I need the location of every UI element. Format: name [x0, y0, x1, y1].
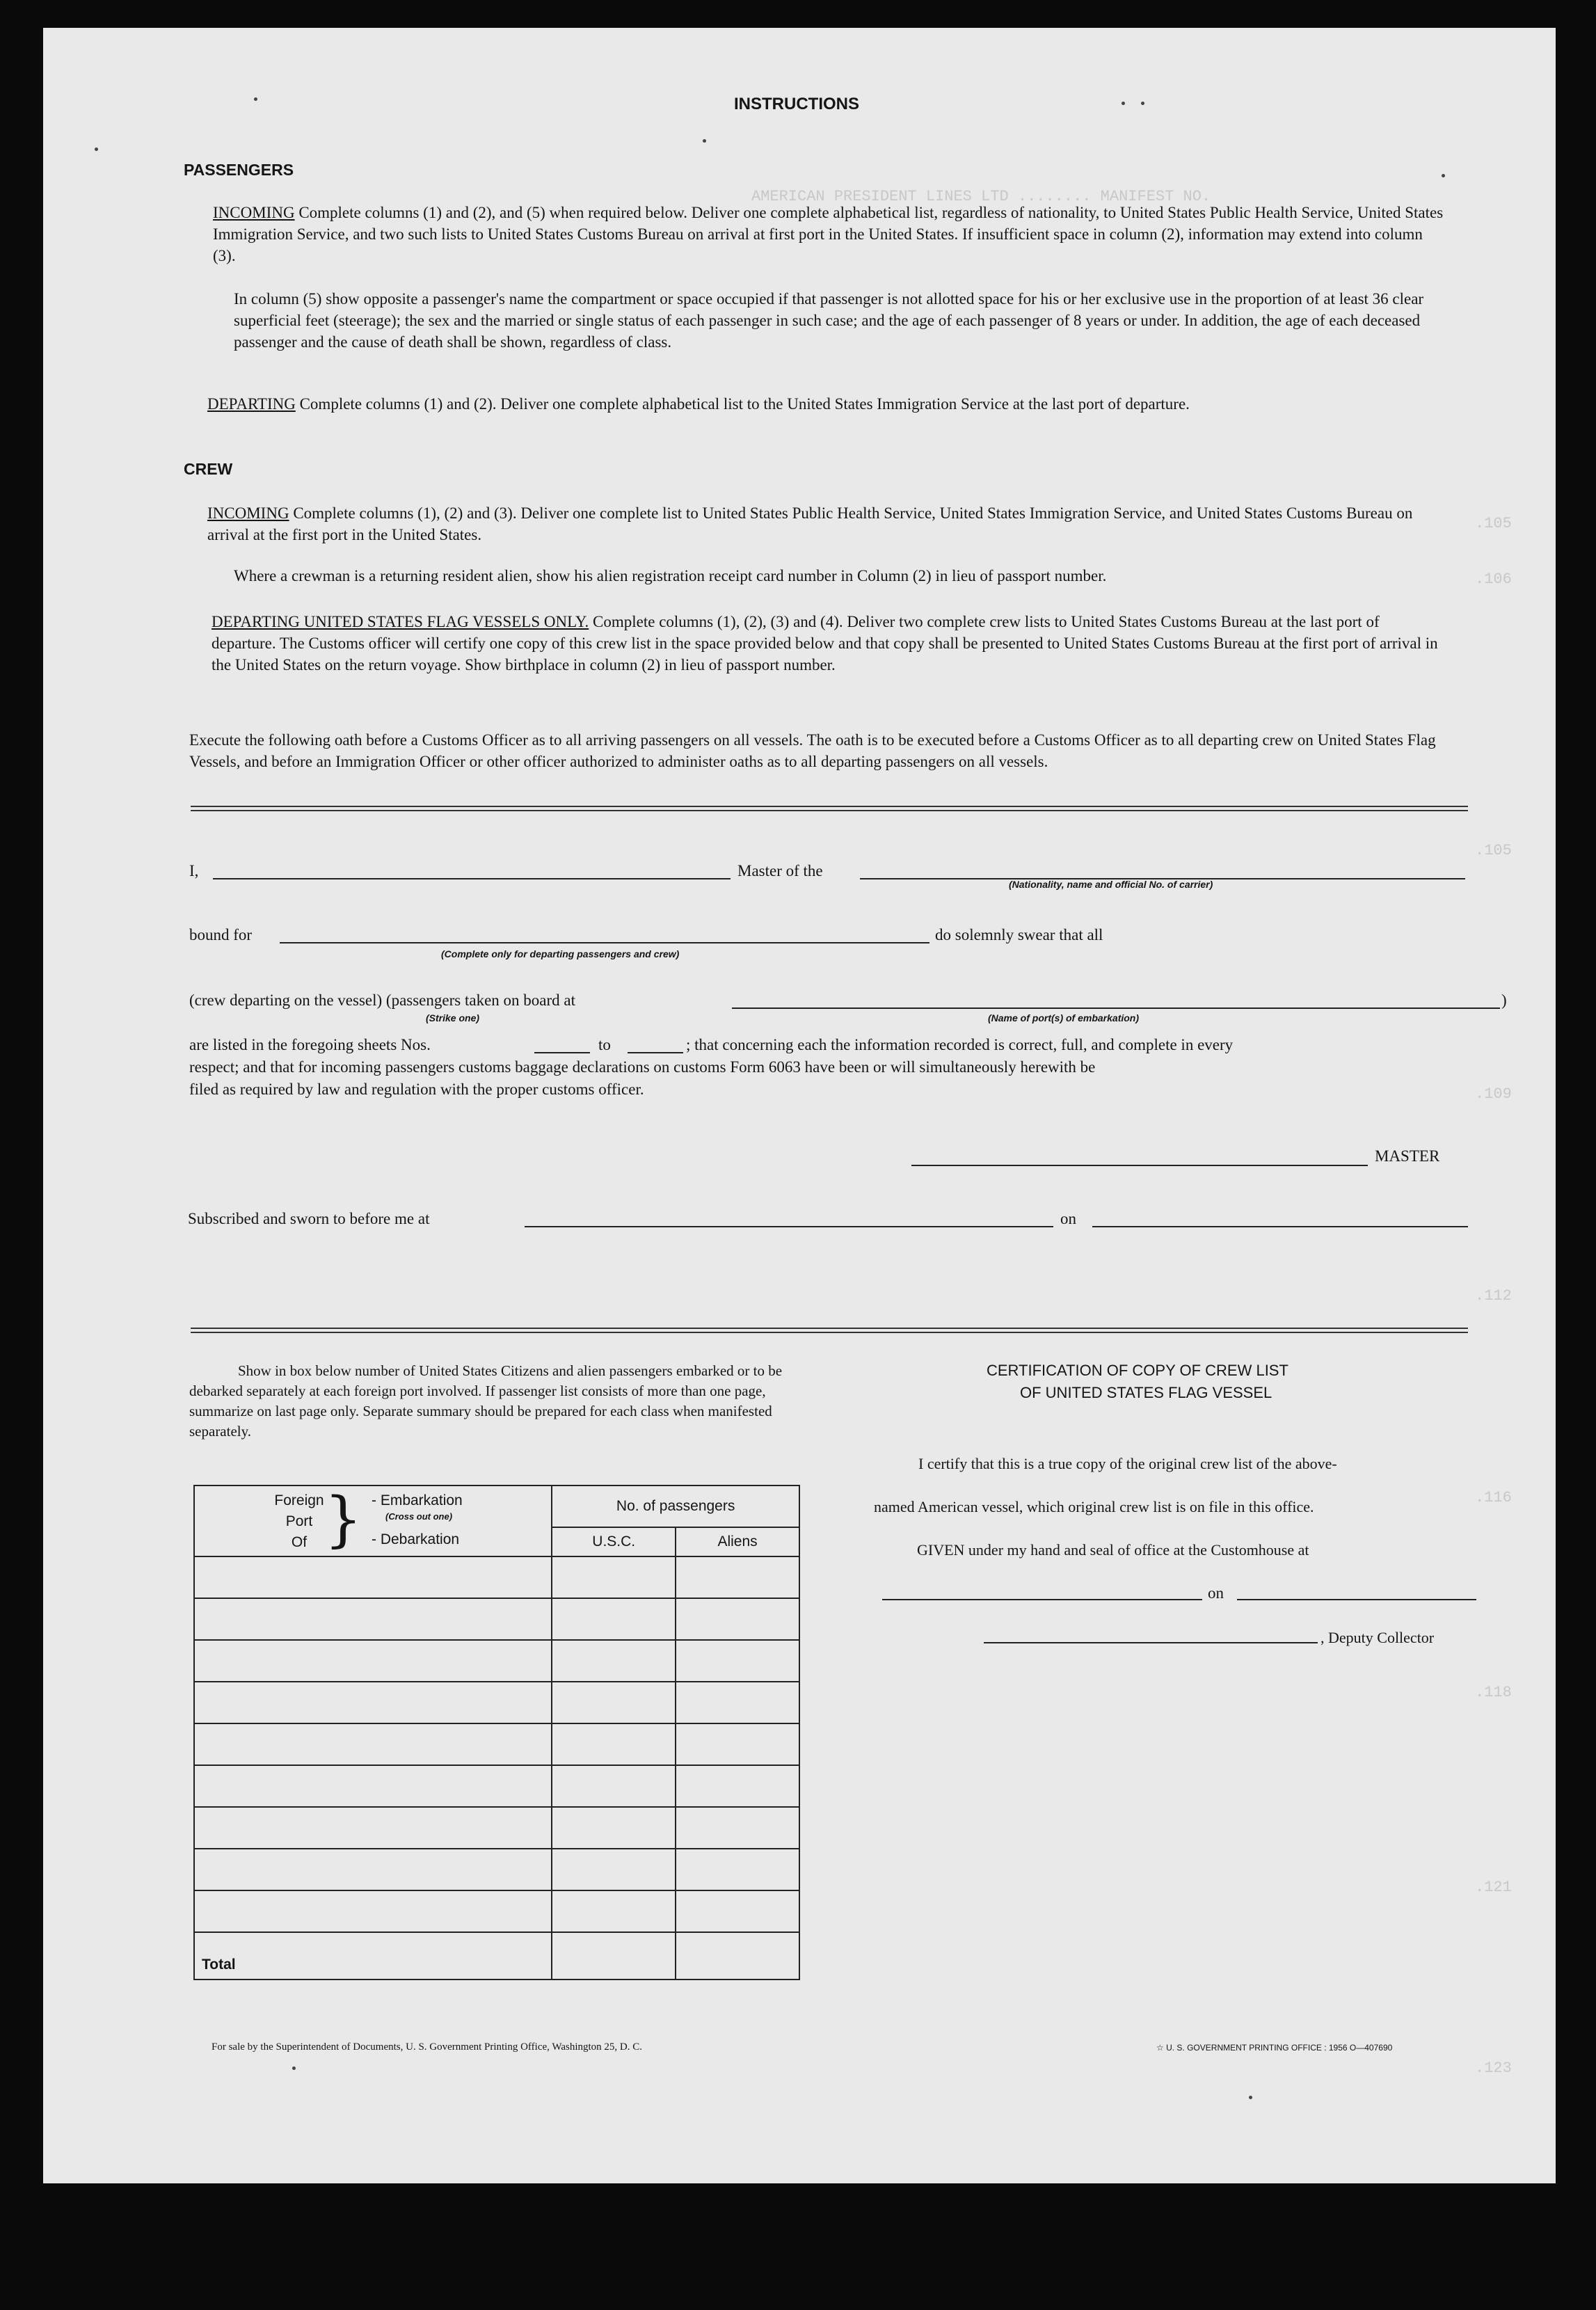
listed-label: are listed in the foregoing sheets Nos. — [189, 1036, 431, 1053]
customhouse-field[interactable] — [882, 1599, 1202, 1600]
aliens-total-cell[interactable] — [676, 1932, 799, 1980]
passengers-heading: PASSENGERS — [184, 161, 294, 179]
debarkation-label: - Debarkation — [372, 1531, 460, 1547]
usc-cell[interactable] — [552, 1765, 676, 1807]
passenger-summary-table — [193, 1485, 800, 1980]
speck — [1442, 174, 1445, 177]
aliens-cell[interactable] — [676, 1890, 799, 1932]
port-cell[interactable] — [194, 1682, 552, 1723]
certification-title-2: OF UNITED STATES FLAG VESSEL — [1020, 1384, 1272, 1401]
table-row — [194, 1890, 799, 1932]
crew-resident-text: Where a crewman is a returning resident alien, show his alien registration receipt card number in Column (2) in lieu of passport number. — [234, 567, 1107, 584]
aliens-header: Aliens — [676, 1527, 799, 1556]
of-label: Of — [291, 1534, 308, 1550]
port-cell[interactable] — [194, 1598, 552, 1640]
speck — [1141, 102, 1144, 105]
table-row — [194, 1849, 799, 1890]
incoming-text: Complete columns (1) and (2), and (5) when required below. Deliver one complete alphabetical list, regardless of nationality, to United States Public Health Service, United States Immigration Service, and two such lists to United States Customs Bureau on arrival at first port in the United States. If insufficient space in column (2), information may extend into column (3). — [213, 204, 1444, 264]
aliens-cell[interactable] — [676, 1723, 799, 1765]
departing-text: Complete columns (1) and (2). Deliver one complete alphabetical list to the United States Immigration Service at the last port of departure. — [299, 395, 1190, 413]
total-row — [194, 1932, 799, 1980]
departing-label: DEPARTING — [207, 395, 296, 413]
sheet-from-field[interactable] — [534, 1052, 590, 1053]
certification-on: on — [1208, 1584, 1224, 1602]
bleed-through-text: .109 — [1475, 1085, 1512, 1103]
deputy-collector-label: , Deputy Collector — [1320, 1629, 1435, 1646]
subscribed-label: Subscribed and sworn to before me at — [188, 1210, 430, 1227]
sworn-date-field[interactable] — [1092, 1226, 1468, 1227]
page-title: INSTRUCTIONS — [734, 95, 859, 113]
certification-text-1: I certify that this is a true copy of the original crew list of the above- — [918, 1455, 1337, 1472]
port-cell[interactable] — [194, 1556, 552, 1598]
table-row — [194, 1598, 799, 1640]
speck — [703, 139, 706, 143]
sworn-place-field[interactable] — [525, 1226, 1053, 1227]
bleed-through-text: .105 — [1475, 842, 1512, 859]
sworn-on-label: on — [1060, 1210, 1076, 1227]
passengers-incoming — [213, 202, 1444, 266]
crew-departing-line: (crew departing on the vessel) (passengers taken on board at — [189, 991, 575, 1009]
bleed-through-text: .121 — [1475, 1879, 1512, 1896]
table-row — [194, 1682, 799, 1723]
divider — [191, 1328, 1468, 1333]
crew-departing-text: Complete columns (1), (2), (3) and (4). Deliver two complete crew lists to United States Customs Bureau at the last port of departure. The Customs officer will certify one copy of this crew list in the space provided below and that copy shall be presented to United States Customs Bureau at the first port of arrival in the United States on the return voyage. Show birthplace in column (2) in lieu of passport number. — [212, 613, 1438, 674]
port-cell[interactable] — [194, 1640, 552, 1682]
nationality-caption: (Nationality, name and official No. of carrier) — [1009, 879, 1213, 890]
port-cell[interactable] — [194, 1765, 552, 1807]
master-label: MASTER — [1375, 1147, 1440, 1165]
port-header-cell — [194, 1485, 552, 1556]
oath-intro: Execute the following oath before a Customs Officer as to all arriving passengers on all vessels. The oath is to be executed before a Customs Officer as to all departing crew on United States Flag Vessels, and before an Immigration Officer or other officer authorized to administer oaths as to all departing passengers on all vessels. — [189, 731, 1436, 770]
foreign-label: Foreign — [274, 1492, 324, 1508]
bleed-through-text: .105 — [1475, 515, 1512, 532]
usc-cell[interactable] — [552, 1598, 676, 1640]
master-signature-field[interactable] — [911, 1165, 1368, 1166]
speck — [1122, 102, 1125, 105]
certification-date-field[interactable] — [1237, 1599, 1476, 1600]
crew-incoming — [207, 502, 1439, 545]
sheet-to-field[interactable] — [628, 1052, 683, 1053]
certification-text-2: named American vessel, which original crew list is on file in this office. — [874, 1498, 1314, 1515]
usc-total-cell[interactable] — [552, 1932, 676, 1980]
crew-incoming-label: INCOMING — [207, 504, 289, 522]
crew-incoming-text: Complete columns (1), (2) and (3). Deliver one complete list to United States Public Health Service, United States Immigration Service, and United States Customs Bureau on arrival at the first port in the United States. — [207, 504, 1413, 543]
speck — [95, 148, 98, 151]
table-row — [194, 1723, 799, 1765]
bleed-through-text: .118 — [1475, 1684, 1512, 1701]
cross-out-caption: (Cross out one) — [385, 1511, 453, 1522]
footer-left: For sale by the Superintendent of Documents, U. S. Government Printing Office, Washington 25, D. C. — [212, 2041, 642, 2053]
speck — [1249, 2096, 1252, 2099]
usc-cell[interactable] — [552, 1556, 676, 1598]
complete-only-caption: (Complete only for departing passengers and crew) — [441, 948, 680, 959]
table-row — [194, 1556, 799, 1598]
usc-header: U.S.C. — [552, 1527, 676, 1556]
aliens-cell[interactable] — [676, 1807, 799, 1849]
speck — [292, 2066, 296, 2070]
incoming-label: INCOMING — [213, 204, 295, 221]
port-cell[interactable] — [194, 1890, 552, 1932]
filed-line: filed as required by law and regulation with the proper customs officer. — [189, 1081, 644, 1098]
respect-line: respect; and that for incoming passengers customs baggage declarations on customs Form 6063 have been or will simultaneously herewith be — [189, 1058, 1096, 1076]
bound-for-field[interactable] — [280, 942, 929, 943]
certification-title-1: CERTIFICATION OF COPY OF CREW LIST — [987, 1362, 1288, 1379]
bound-for-label: bound for — [189, 926, 253, 943]
master-name-field[interactable] — [213, 878, 731, 879]
aliens-cell[interactable] — [676, 1598, 799, 1640]
master-of-the-label: Master of the — [737, 862, 823, 879]
embarkation-port-field[interactable] — [732, 1007, 1500, 1009]
crew-departing — [212, 611, 1443, 676]
close-paren: ) — [1501, 991, 1507, 1009]
listed-text: ; that concerning each the information recorded is correct, full, and complete in every — [686, 1036, 1234, 1053]
oath-i: I, — [189, 862, 199, 879]
aliens-cell[interactable] — [676, 1765, 799, 1807]
footer-right: ☆ U. S. GOVERNMENT PRINTING OFFICE : 1956 O—407690 — [1156, 2043, 1393, 2053]
aliens-cell[interactable] — [676, 1556, 799, 1598]
crew-departing-label: DEPARTING UNITED STATES FLAG VESSELS ONLY. — [212, 613, 589, 630]
divider — [191, 806, 1468, 811]
usc-cell[interactable] — [552, 1723, 676, 1765]
certification-given: GIVEN under my hand and seal of office at the Customhouse at — [917, 1541, 1309, 1559]
passengers-departing — [207, 393, 1439, 415]
port-cell[interactable] — [194, 1849, 552, 1890]
strike-one-caption: (Strike one) — [426, 1012, 480, 1023]
usc-cell[interactable] — [552, 1682, 676, 1723]
port-label: Port — [285, 1513, 313, 1529]
bleed-through-text: .116 — [1475, 1489, 1512, 1506]
usc-cell[interactable] — [552, 1640, 676, 1682]
speck — [254, 97, 257, 101]
crew-heading: CREW — [184, 460, 233, 478]
bleed-through-text: .112 — [1475, 1287, 1512, 1305]
table-row — [194, 1807, 799, 1849]
column5-text: In column (5) show opposite a passenger's name the compartment or space occupied if that passenger is not allotted space for his or her exclusive use in the proportion of at least 36 clear superficial feet (steerage); the sex and the married or single status of each passenger in such case; and the age of each passenger of 8 years or under. In addition, the age of each deceased passenger and the cause of death shall be shown, regardless of class. — [234, 290, 1424, 351]
foreign-port-of — [271, 1490, 327, 1553]
aliens-cell[interactable] — [676, 1640, 799, 1682]
bleed-through-text: AMERICAN PRESIDENT LINES LTD ........ MANIFEST NO. — [751, 188, 1211, 205]
embarkation-label: - Embarkation — [372, 1492, 463, 1508]
bleed-through-text: .123 — [1475, 2060, 1512, 2077]
port-cell[interactable] — [194, 1723, 552, 1765]
usc-cell[interactable] — [552, 1849, 676, 1890]
no-passengers-header: No. of passengers — [552, 1485, 799, 1527]
port-cell[interactable] — [194, 1807, 552, 1849]
summary-text: Show in box below number of United States Citizens and alien passengers embarked or to be debarked separately at each foreign port involved. If passenger list consists of more than one page, summarize on last page only. Separate summary should be prepared for each class when manifested separately. — [189, 1362, 783, 1440]
aliens-cell[interactable] — [676, 1682, 799, 1723]
table-row — [194, 1765, 799, 1807]
total-label: Total — [194, 1932, 552, 1980]
aliens-cell[interactable] — [676, 1849, 799, 1890]
listed-to: to — [598, 1036, 611, 1053]
bleed-through-text: .106 — [1475, 571, 1512, 588]
brace-glyph: } — [324, 1485, 362, 1554]
table-row — [194, 1640, 799, 1682]
usc-cell[interactable] — [552, 1890, 676, 1932]
usc-cell[interactable] — [552, 1807, 676, 1849]
deputy-signature-field[interactable] — [984, 1642, 1318, 1643]
swear-text: do solemnly swear that all — [935, 926, 1103, 943]
port-caption: (Name of port(s) of embarkation) — [988, 1012, 1140, 1023]
